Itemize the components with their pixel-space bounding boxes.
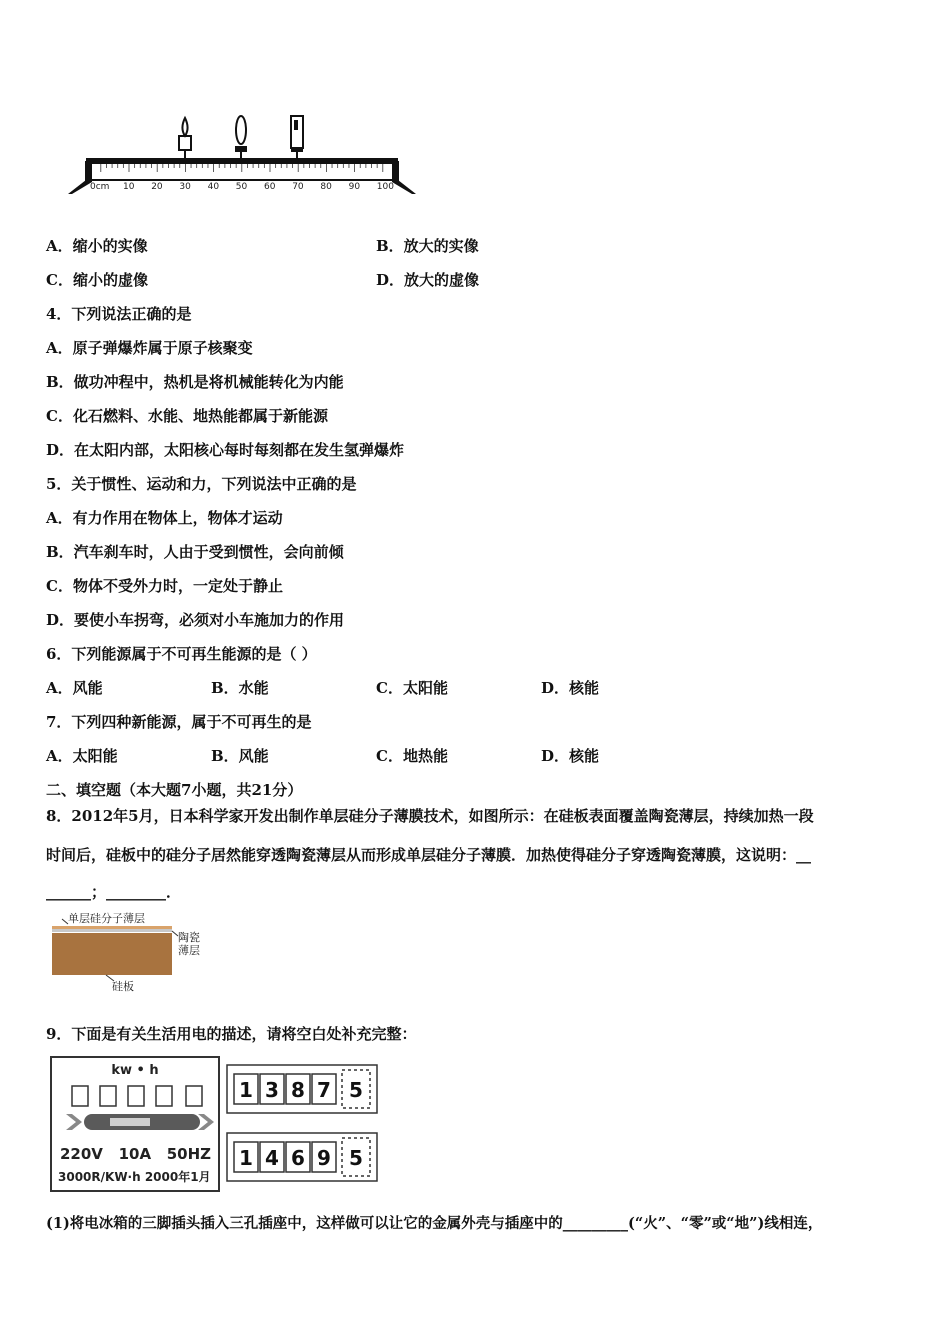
film-layer: [52, 926, 172, 929]
bench-tick-label: 100: [376, 182, 394, 192]
reading-1-digit-4: 7: [317, 1078, 331, 1102]
q4-option-a: A．原子弹爆炸属于原子核聚变: [46, 339, 253, 357]
q7-option-d: D．核能: [541, 747, 600, 765]
q7-option-a: A．太阳能: [46, 747, 118, 765]
screen-icon: [291, 116, 303, 158]
q4-option-b: B．做功冲程中，热机是将机械能转化为内能: [46, 373, 344, 391]
q3-option-a: A．缩小的实像: [46, 237, 148, 255]
q5-option-a: A．有力作用在物体上，物体才运动: [46, 509, 283, 527]
meter-reading-1: [226, 1064, 378, 1114]
bench-tick-label: 10: [123, 182, 135, 192]
reading-1-digit-1: 1: [239, 1078, 253, 1102]
q8-line-1: 8．2012年5月，日本科学家开发出制作单层硅分子薄膜技术，如图所示：在硅板表面覆盖陶瓷薄层，持续加热一段: [46, 807, 814, 825]
meter-spec: 220V 10A 50HZ: [60, 1145, 212, 1163]
q4-option-c: C．化石燃料、水能、地热能都属于新能源: [46, 407, 328, 425]
q5-stem: 5．关于惯性、运动和力，下列说法中正确的是: [46, 475, 357, 493]
reading-2-digit-3: 6: [291, 1146, 305, 1170]
q3-option-d: D．放大的虚像: [376, 271, 480, 289]
silicon-label: 硅板: [112, 980, 134, 993]
reading-2-digit-4: 9: [317, 1146, 331, 1170]
q7-stem: 7．下列四种新能源，属于不可再生的是: [46, 713, 312, 731]
meter-unit: kw • h: [111, 1063, 159, 1078]
q6-option-c: C．太阳能: [376, 679, 448, 697]
q6-stem: 6．下列能源属于不可再生能源的是（ ）: [46, 645, 317, 663]
q9-stem: 9．下面是有关生活用电的描述，请将空白处补充完整：: [46, 1025, 417, 1043]
bench-tick-label: 40: [207, 182, 220, 192]
q5-option-b: B．汽车刹车时，人由于受到惯性，会向前倾: [46, 543, 344, 561]
reading-1-digit-5: 5: [349, 1078, 363, 1102]
q7-option-c: C．地热能: [376, 747, 448, 765]
bench-tick-label: 30: [179, 182, 191, 192]
reading-2-digit-5: 5: [349, 1146, 363, 1170]
bench-tick-label: 20: [151, 182, 163, 192]
bench-tick-label: 50: [235, 182, 248, 192]
reading-2-digit-2: 4: [265, 1146, 279, 1170]
meter-reading-2: [226, 1132, 378, 1182]
bench-tick-label: 90: [348, 182, 361, 192]
optical-bench-figure: [66, 112, 416, 200]
ceramic-label-2: 薄层: [178, 944, 200, 957]
q6-option-b: B．水能: [211, 679, 269, 697]
reading-1-digit-2: 3: [265, 1078, 279, 1102]
ceramic-layer: [52, 929, 172, 932]
q9-part-1: (1)将电冰箱的三脚插头插入三孔插座中，这样做可以让它的金属外壳与插座中的_________(“火”、“零”或“地”)线相连，: [46, 1215, 823, 1232]
bench-tick-label: 80: [320, 182, 332, 192]
q4-stem: 4．下列说法正确的是: [46, 305, 192, 323]
q8-line-3: ______；________．: [46, 883, 182, 901]
meter-footer: 3000R/KW·h 2000年1月: [58, 1170, 211, 1184]
ceramic-label-1: 陶瓷: [178, 931, 200, 944]
silicon-plate: [52, 933, 172, 975]
q7-option-b: B．风能: [211, 747, 269, 765]
section-heading: 二、填空题（本大题7小题，共21分）: [46, 781, 303, 799]
q4-option-d: D．在太阳内部，太阳核心每时每刻都在发生氢弹爆炸: [46, 441, 405, 459]
reading-1-digit-3: 8: [291, 1078, 305, 1102]
q6-option-a: A．风能: [46, 679, 103, 697]
bench-unit-label: 0cm: [90, 182, 110, 192]
q3-option-c: C．缩小的虚像: [46, 271, 148, 289]
bench-tick-label: 60: [264, 182, 276, 192]
q5-option-c: C．物体不受外力时，一定处于静止: [46, 577, 283, 595]
meter-rotating-disc: [66, 1114, 214, 1130]
silicon-film-figure: [48, 908, 210, 994]
q5-option-d: D．要使小车拐弯，必须对小车施加力的作用: [46, 611, 345, 629]
reading-2-digit-1: 1: [239, 1146, 253, 1170]
q6-option-d: D．核能: [541, 679, 600, 697]
q8-line-2: 时间后，硅板中的硅分子居然能穿透陶瓷薄层从而形成单层硅分子薄膜．加热使得硅分子穿透陶瓷薄膜，这说明：__: [46, 846, 812, 864]
bench-tick-label: 70: [292, 182, 304, 192]
film-top-label: 单层硅分子薄层: [68, 912, 145, 925]
electric-meter-figure: [50, 1056, 220, 1192]
q3-option-b: B．放大的实像: [376, 237, 479, 255]
candle-icon: [179, 118, 191, 158]
lens-icon: [235, 116, 247, 158]
